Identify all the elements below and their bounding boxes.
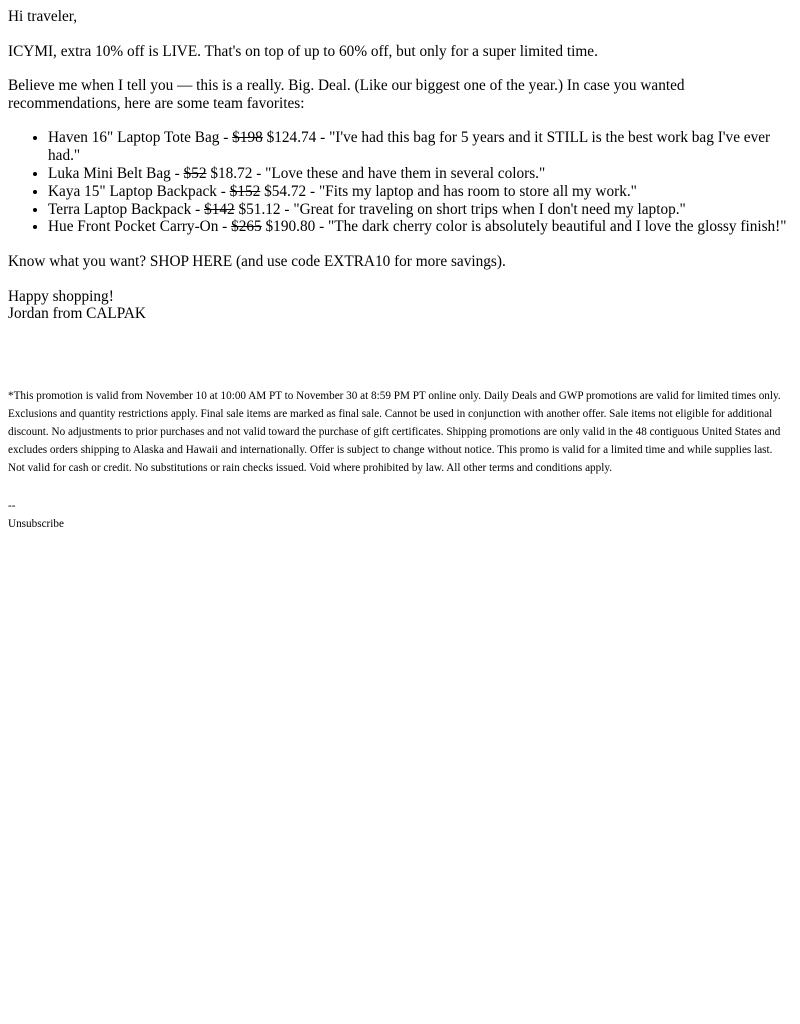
- product-quote: "Great for traveling on short trips when I don't need my laptop.": [293, 200, 686, 218]
- cta-suffix: (and use code EXTRA10 for more savings).: [232, 253, 506, 271]
- separator: -: [315, 218, 328, 236]
- separator: -: [252, 164, 266, 182]
- original-price: $198: [232, 129, 263, 147]
- separator: -: [316, 129, 330, 147]
- separator: -: [191, 200, 205, 218]
- shop-here-link[interactable]: SHOP HERE: [149, 253, 233, 271]
- signoff-block: [8, 288, 792, 323]
- product-name: Kaya 15" Laptop Backpack: [48, 182, 217, 200]
- promotion-disclaimer: *This promotion is valid from November 10 at 10:00 AM PT to November 30 at 8:59 PM PT online only. Daily Deals and GWP promotions are valid for limited times only. Exclusions and quantity restrictions apply. Final sale items are marked as final sale. Cannot be used in conjunction with another offer. Sale items not eligible for additional discount. No adjustments to prior purchases and not valid toward the purchase of gift certificates. Shipping promotions are only valid in the 48 contiguous United States and excludes orders shipping to Alaska and Hawaii and internationally. Offer is subject to change without notice. This promo is valid for a limited time and while supplies last. Not valid for cash or credit. No substitutions or rain checks issued. Void where prohibited by law. All other terms and conditions apply.: [8, 389, 781, 475]
- list-item: [48, 165, 792, 183]
- product-name: Terra Laptop Backpack: [48, 200, 192, 218]
- sale-price: $51.12: [238, 200, 281, 218]
- greeting-paragraph: Hi traveler,: [8, 8, 78, 25]
- unsubscribe-link[interactable]: Unsubscribe: [8, 518, 64, 531]
- product-name: Luka Mini Belt Bag: [48, 164, 171, 182]
- signoff-line-2: Jordan from CALPAK: [8, 305, 146, 323]
- original-price: $142: [204, 200, 235, 218]
- separator: -: [219, 129, 233, 147]
- sale-price: $18.72: [210, 164, 253, 182]
- list-item: [48, 218, 792, 236]
- separator: -: [280, 200, 294, 218]
- original-price: $152: [229, 182, 261, 200]
- product-quote: "I've had this bag for 5 years and it STILL is the best work bag I've ever had.": [48, 129, 771, 165]
- signature-separator: --: [8, 500, 16, 513]
- email-footer: [8, 477, 792, 533]
- intro-paragraph: ICYMI, extra 10% off is LIVE. That's on top of up to 60% off, but only for a super limited time.: [8, 42, 598, 60]
- original-price: $52: [183, 164, 207, 182]
- cta-prefix: Know what you want?: [8, 253, 150, 271]
- separator: -: [170, 164, 184, 182]
- separator: -: [216, 182, 230, 200]
- product-quote: "The dark cherry color is absolutely beautiful and I love the glossy finish!": [328, 218, 787, 236]
- list-item: [48, 201, 792, 219]
- original-price: $265: [231, 218, 262, 236]
- product-quote: "Love these and have them in several colors.": [265, 164, 546, 182]
- product-recommendation-list: [8, 129, 792, 236]
- sale-price: $54.72: [264, 182, 307, 200]
- product-name: Hue Front Pocket Carry-On: [48, 218, 219, 236]
- unsubscribe-row: [8, 515, 792, 533]
- list-item: [48, 129, 792, 165]
- list-item: [48, 183, 792, 201]
- cta-paragraph: [8, 253, 780, 271]
- product-quote: "Fits my laptop and has room to store all my work.": [318, 182, 637, 200]
- signoff-line-1: Happy shopping!: [8, 287, 114, 305]
- product-name: Haven 16" Laptop Tote Bag: [48, 129, 220, 147]
- pitch-paragraph: Believe me when I tell you — this is a really. Big. Deal. (Like our biggest one of the year.) In case you wanted recommendations, here are some team favorites:: [8, 77, 685, 112]
- sale-price: $124.74: [266, 129, 317, 147]
- separator: -: [218, 218, 232, 236]
- sale-price: $190.80: [265, 218, 316, 236]
- separator: -: [306, 182, 319, 200]
